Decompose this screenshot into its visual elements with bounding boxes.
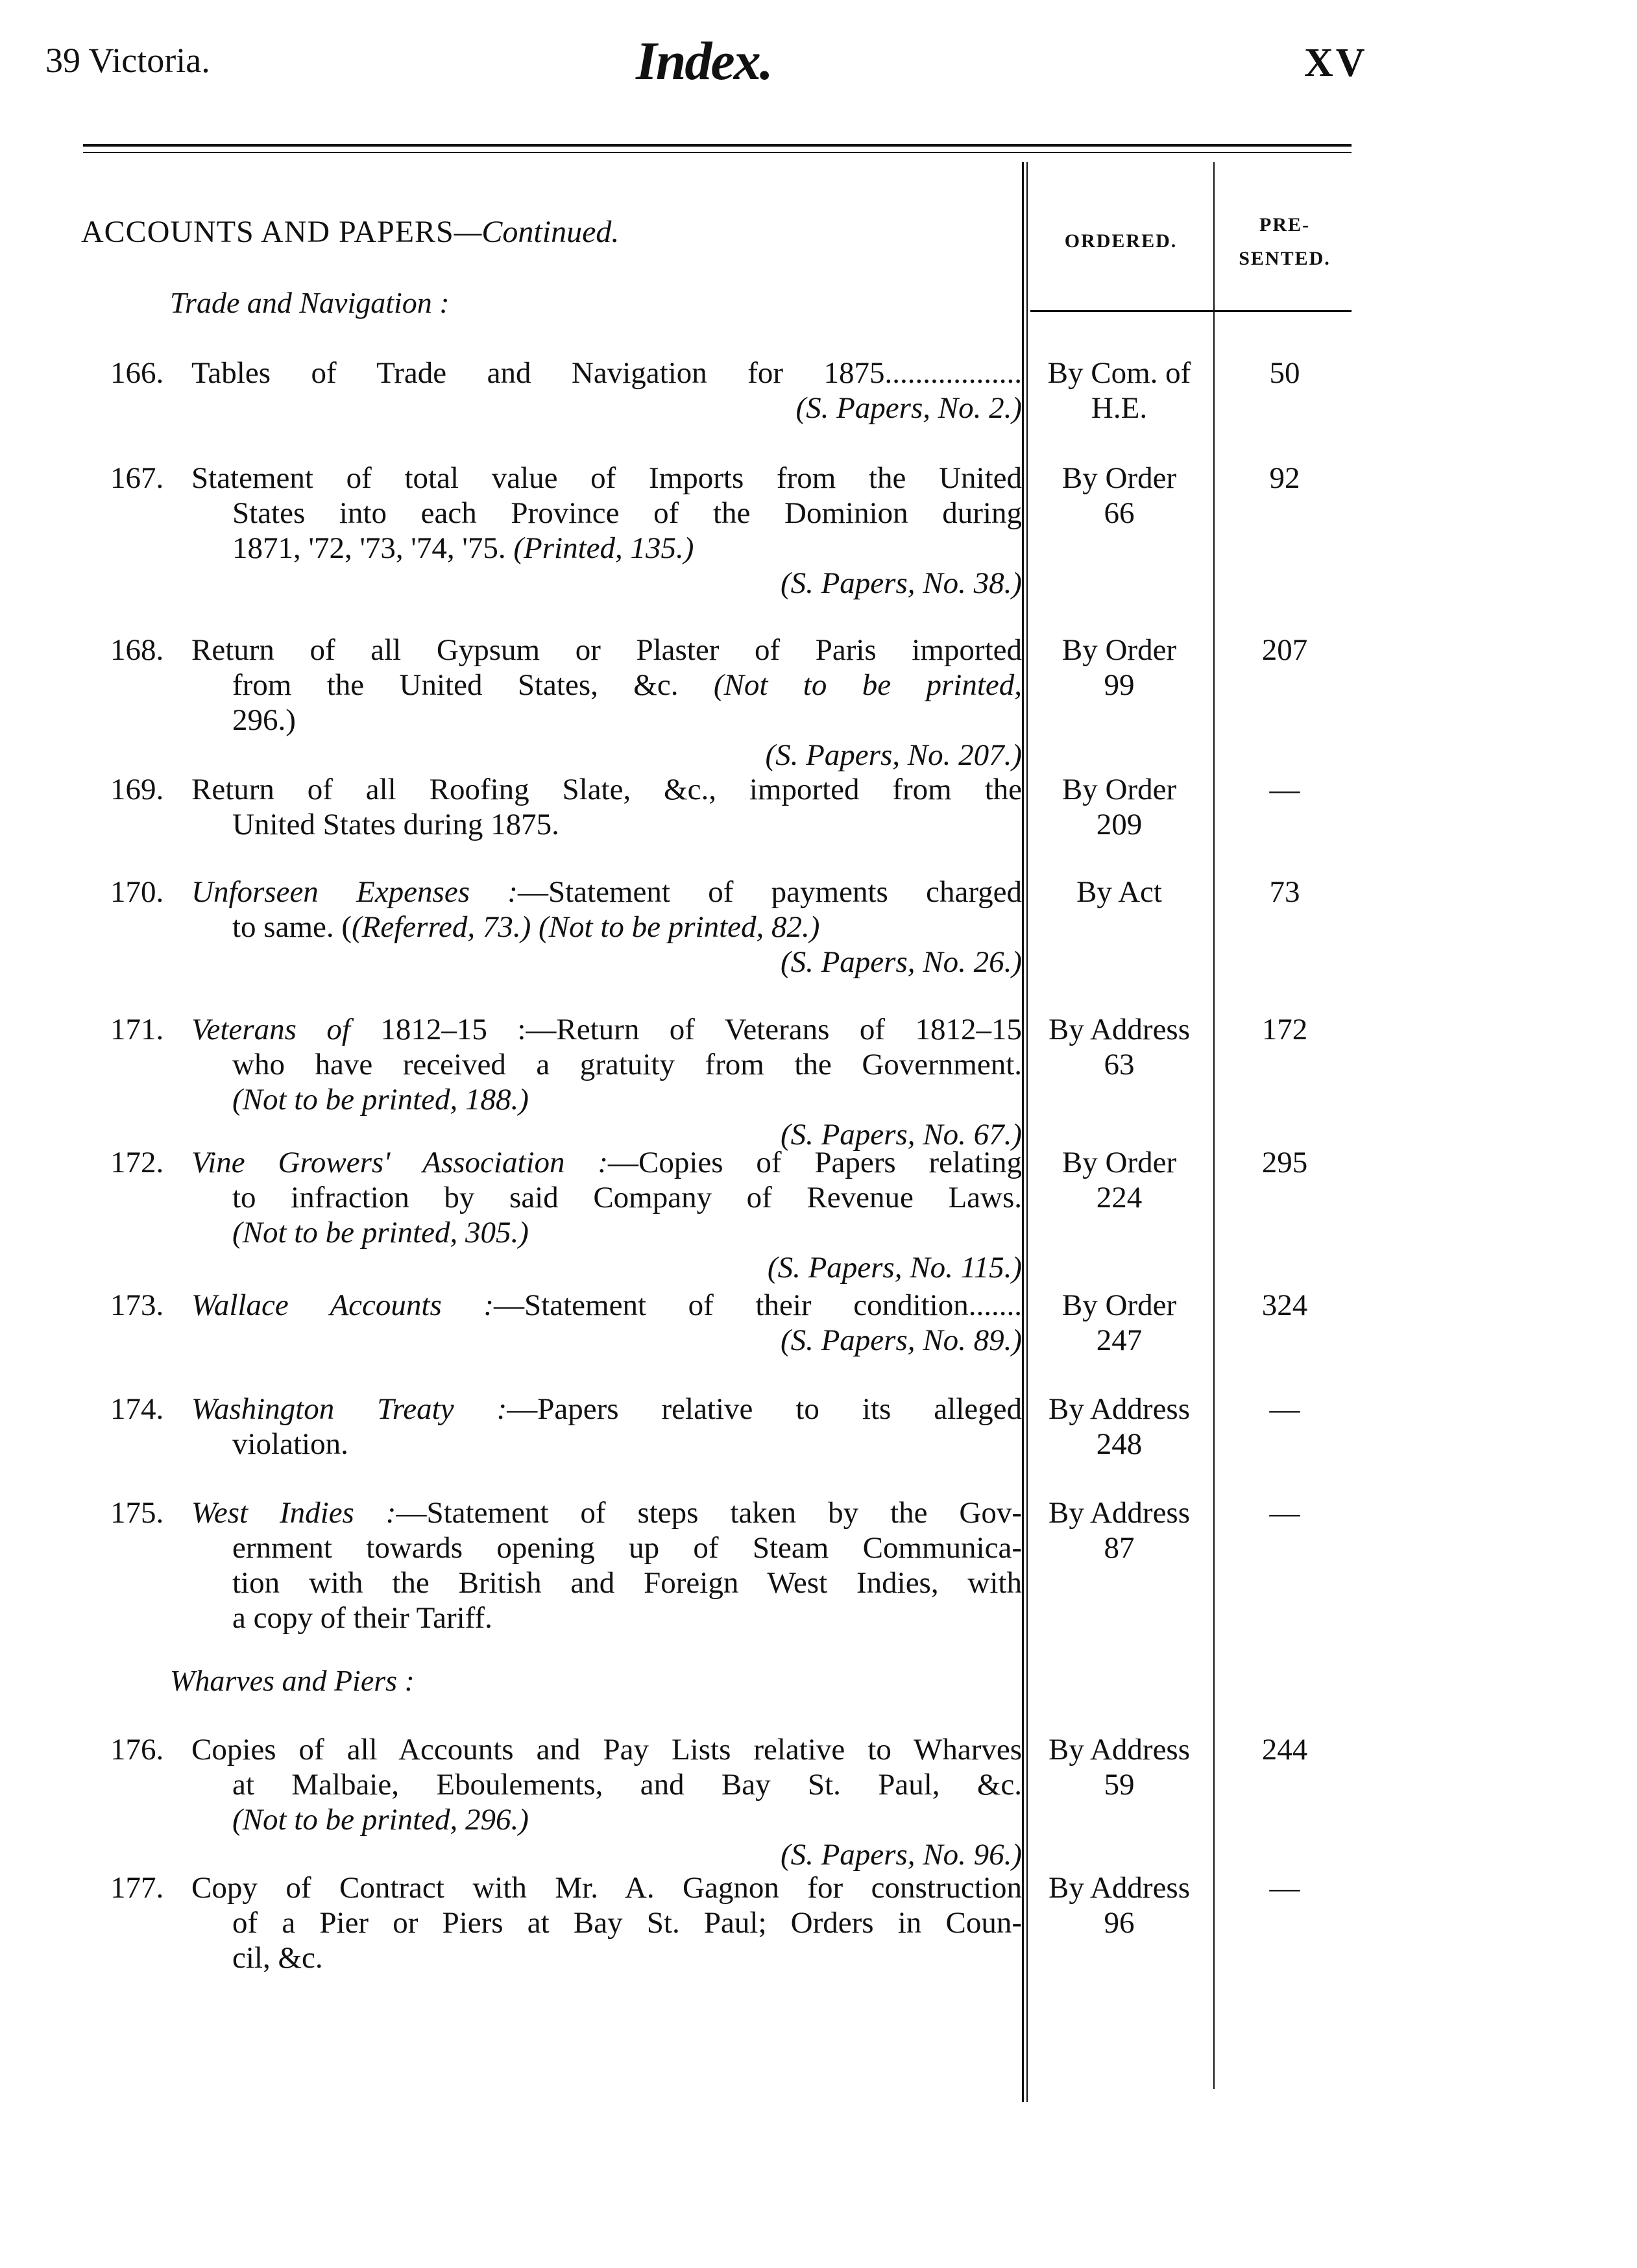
- entry-presented: 73: [1269, 875, 1300, 909]
- section-title: ACCOUNTS AND PAPERS: [81, 215, 454, 249]
- ordered-line: 59: [1104, 1768, 1135, 1802]
- entry-description: [191, 1732, 1022, 1872]
- header-session: 39 Victoria.: [45, 41, 210, 80]
- entry-line: West Indies :—Statement of steps taken by the Gov-: [191, 1496, 1022, 1530]
- entry-ordered: [1028, 356, 1210, 426]
- entry-line: Copies of all Accounts and Pay Lists relative to Wharves: [191, 1733, 1022, 1767]
- entry-line: (S. Papers, No. 89.): [780, 1323, 1022, 1357]
- entry-number: 174.: [110, 1392, 164, 1426]
- entry-line: (S. Papers, No. 115.): [767, 1251, 1022, 1285]
- entry-description: [191, 1288, 1022, 1358]
- column-head-presented-1: PRE-: [1259, 214, 1310, 235]
- entry-ordered: [1028, 1870, 1210, 1940]
- index-entry: [110, 875, 1022, 980]
- index-entry: [110, 1145, 1022, 1285]
- ordered-line: By Com. of: [1047, 356, 1191, 390]
- entry-ordered: [1028, 1732, 1210, 1802]
- entry-description: [191, 875, 1022, 980]
- entry-line: who have received a gratuity from the Government.: [232, 1048, 1022, 1081]
- entry-line: (S. Papers, No. 96.): [780, 1838, 1022, 1872]
- column-divider-2: [1213, 162, 1215, 2089]
- ordered-line: 63: [1104, 1048, 1135, 1081]
- entry-presented: 244: [1261, 1733, 1308, 1767]
- entry-line: (S. Papers, No. 38.): [780, 566, 1022, 600]
- entry-description: [191, 1145, 1022, 1285]
- entry-ordered: [1028, 633, 1210, 703]
- ordered-line: 99: [1104, 668, 1135, 702]
- index-entry: [110, 1495, 1022, 1635]
- entry-number: 175.: [110, 1496, 164, 1530]
- entry-description: [191, 461, 1022, 601]
- section-heading: [81, 214, 619, 250]
- ordered-line: By Order: [1061, 1146, 1177, 1179]
- entry-presented: 207: [1261, 633, 1308, 667]
- entry-line: Unforseen Expenses :—Statement of payments charged: [191, 875, 1022, 909]
- entry-description: [191, 1495, 1022, 1635]
- entry-line: to infraction by said Company of Revenue Laws.: [232, 1181, 1022, 1214]
- column-head-rule: [1030, 310, 1352, 312]
- ordered-line: By Order: [1061, 461, 1177, 495]
- entry-line: Wallace Accounts :—Statement of their condition.......: [191, 1288, 1022, 1322]
- entry-number: 170.: [110, 875, 164, 909]
- section-continued: —Continued.: [454, 215, 620, 249]
- entry-presented: —: [1269, 773, 1300, 806]
- column-head-ordered: ORDERED.: [1064, 230, 1178, 252]
- entry-line: Statement of total value of Imports from the United: [191, 461, 1022, 495]
- entry-line: from the United States, &c. (Not to be printed,: [232, 668, 1023, 702]
- entry-line: at Malbaie, Eboulements, and Bay St. Paul, &c.: [232, 1768, 1022, 1802]
- entry-ordered: [1028, 1012, 1210, 1082]
- entry-ordered: [1028, 461, 1210, 531]
- entry-number: 173.: [110, 1288, 164, 1322]
- entry-line: (S. Papers, No. 207.): [765, 738, 1022, 772]
- entry-ordered: [1028, 1288, 1210, 1358]
- entry-line: Vine Growers' Association :—Copies of Papers relating: [191, 1146, 1022, 1179]
- header-rule-top: [83, 144, 1352, 147]
- entry-ordered: [1028, 1495, 1210, 1565]
- subhead-trade-navigation: Trade and Navigation :: [170, 286, 450, 319]
- index-entry: [110, 461, 1022, 601]
- entry-description: [191, 1012, 1022, 1152]
- entry-ordered: [1028, 1145, 1210, 1215]
- entry-line: tion with the British and Foreign West Indies, with: [232, 1566, 1022, 1600]
- ordered-line: By Address: [1048, 1496, 1191, 1530]
- ordered-line: By Order: [1061, 633, 1177, 667]
- index-entry: [110, 1012, 1022, 1152]
- ordered-line: By Address: [1048, 1013, 1191, 1046]
- ordered-line: By Address: [1048, 1871, 1191, 1905]
- entry-description: [191, 356, 1022, 426]
- entry-line: Veterans of 1812–15 :—Return of Veterans of 1812–15: [191, 1013, 1023, 1046]
- entry-line: Return of all Gypsum or Plaster of Paris imported: [191, 633, 1022, 667]
- column-divider-1a: [1022, 162, 1024, 2102]
- index-entry: [110, 1288, 1022, 1358]
- entry-number: 168.: [110, 633, 164, 667]
- entry-line: 296.): [232, 703, 296, 737]
- ordered-line: By Order: [1061, 1288, 1177, 1322]
- entry-line: of a Pier or Piers at Bay St. Paul; Orders in Coun-: [232, 1906, 1022, 1940]
- entry-ordered: [1028, 1392, 1210, 1462]
- index-entry: [110, 356, 1022, 426]
- ordered-line: 66: [1104, 496, 1135, 530]
- entry-line: States into each Province of the Dominion during: [232, 496, 1022, 530]
- entry-presented: 50: [1269, 356, 1300, 390]
- entry-line: (Not to be printed, 296.): [232, 1803, 529, 1837]
- entry-line: Return of all Roofing Slate, &c., imported from the: [191, 773, 1022, 806]
- page-number: XV: [1304, 41, 1368, 85]
- entry-line: to same. ((Referred, 73.) (Not to be printed, 82.): [232, 910, 820, 944]
- index-entry: [110, 1732, 1022, 1872]
- ordered-line: By Address: [1048, 1733, 1191, 1767]
- entry-description: [191, 772, 1022, 842]
- ordered-line: 87: [1104, 1531, 1135, 1565]
- entry-line: (Not to be printed, 188.): [232, 1083, 529, 1116]
- ordered-line: H.E.: [1091, 391, 1148, 425]
- ordered-line: 209: [1096, 808, 1143, 841]
- entry-line: cil, &c.: [232, 1941, 323, 1975]
- entry-line: Washington Treaty :—Papers relative to its alleged: [191, 1392, 1022, 1426]
- entry-presented: —: [1269, 1496, 1300, 1530]
- index-entry: [110, 1870, 1022, 1975]
- index-entry: [110, 633, 1022, 773]
- entry-number: 169.: [110, 773, 164, 806]
- page-title: Index.: [636, 31, 772, 91]
- header-rule-bottom: [83, 152, 1352, 153]
- entry-line: 1871, '72, '73, '74, '75. (Printed, 135.): [232, 531, 694, 565]
- entry-presented: 92: [1269, 461, 1300, 495]
- ordered-line: By Order: [1061, 773, 1177, 806]
- ordered-line: By Address: [1048, 1392, 1191, 1426]
- entry-presented: 324: [1261, 1288, 1308, 1322]
- entry-line: (Not to be printed, 305.): [232, 1216, 529, 1249]
- entry-number: 176.: [110, 1733, 164, 1767]
- entry-line: Tables of Trade and Navigation for 1875..................: [191, 356, 1022, 390]
- entry-number: 167.: [110, 461, 164, 495]
- column-divider-1b: [1026, 162, 1028, 2102]
- entry-number: 172.: [110, 1146, 164, 1179]
- entry-line: violation.: [232, 1427, 348, 1461]
- entry-line: Copy of Contract with Mr. A. Gagnon for construction: [191, 1871, 1022, 1905]
- entry-number: 166.: [110, 356, 164, 390]
- ordered-line: 247: [1096, 1323, 1143, 1357]
- index-entry: [110, 772, 1022, 842]
- entry-line: ernment towards opening up of Steam Communica-: [232, 1531, 1022, 1565]
- entry-line: a copy of their Tariff.: [232, 1601, 492, 1635]
- ordered-line: 248: [1096, 1427, 1143, 1461]
- subhead-wharves-piers: Wharves and Piers :: [170, 1664, 415, 1697]
- entry-line: (S. Papers, No. 26.): [780, 945, 1022, 979]
- ordered-line: 96: [1104, 1906, 1135, 1940]
- ordered-line: 224: [1096, 1181, 1143, 1214]
- entry-description: [191, 1392, 1022, 1462]
- column-head-presented-2: SENTED.: [1239, 248, 1331, 269]
- index-entry: [110, 1392, 1022, 1462]
- entry-presented: 172: [1261, 1013, 1308, 1046]
- entry-line: (S. Papers, No. 2.): [795, 391, 1022, 425]
- entry-presented: —: [1269, 1871, 1300, 1905]
- entry-line: United States during 1875.: [232, 808, 559, 841]
- ordered-line: By Act: [1076, 875, 1162, 909]
- entry-line: (S. Papers, No. 67.): [780, 1118, 1022, 1152]
- entry-presented: —: [1269, 1392, 1300, 1426]
- entry-number: 177.: [110, 1871, 164, 1905]
- entry-description: [191, 633, 1022, 773]
- entry-ordered: [1028, 875, 1210, 910]
- entry-presented: 295: [1261, 1146, 1308, 1179]
- entry-ordered: [1028, 772, 1210, 842]
- entry-number: 171.: [110, 1013, 164, 1046]
- entry-description: [191, 1870, 1022, 1975]
